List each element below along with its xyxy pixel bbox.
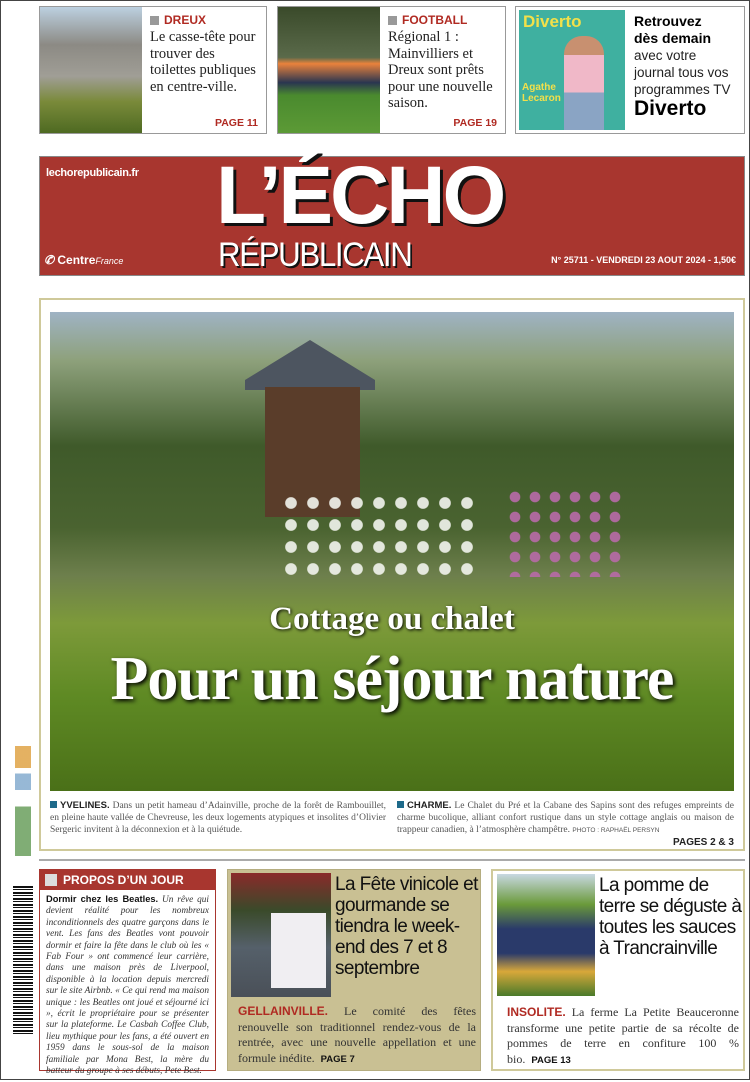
chalet-roof bbox=[245, 340, 375, 390]
section-title: PROPOS D’UN JOUR bbox=[63, 873, 184, 887]
page-ref: PAGE 7 bbox=[320, 1053, 355, 1065]
diverto-logo: Diverto bbox=[634, 97, 707, 120]
story-trancrainville[interactable] bbox=[491, 869, 745, 1071]
lead-headline: Pour un séjour nature bbox=[110, 645, 674, 713]
propos-dun-jour[interactable]: PROPOS D’UN JOUR Dormir chez les Beatles. Un rêve qui devient réalité pour les nombreux inconditionnels des quatre garçons dans le vent. Les fans des Beatles vont pouvoir dormir et faire la fête dans le club où les « Fab Four » ont commencé leur carrière, dans une maison près de Liverpool, disponible à la location depuis mercredi sur le site Airbnb. « Ce qui rend ma maison unique : les Beatles ont joué et séjourné ici », écrit le propriétaire pour se présenter sur la plateforme. Le Casbah Coffee Club, lieu mythique pour les fans, a été ouvert en 1959 dans le sous-sol de la maison familiale par Mona Best, la mère du batteur du groupe à ses débuts, Pete Best. bbox=[39, 869, 216, 1071]
teaser-kicker: FOOTBALL bbox=[388, 13, 497, 27]
lead-caption-1: YVELINES. Dans un petit hameau d’Adainville, proche de la forêt de Rambouillet, en pleine haute vallée de Chevreuse, les deux logements atypiques et insolites d’Olivier Sergeric invitent à la déconnexion et à la quiétude. bbox=[50, 800, 386, 835]
newspaper-title: L’ÉCHO bbox=[216, 150, 504, 241]
teaser-text: Régional 1 : Mainvilliers et Dreux sont prêts pour une nouvelle saison. bbox=[388, 29, 493, 111]
page-ref: PAGES 2 & 3 bbox=[673, 837, 734, 848]
recycle-logos bbox=[15, 746, 31, 856]
page-ref: PAGE 13 bbox=[531, 1054, 571, 1066]
page-ref: PAGE 11 bbox=[215, 117, 258, 129]
lead-subtitle: Cottage ou chalet bbox=[269, 601, 515, 637]
lead-photo bbox=[50, 312, 734, 791]
story-headline: La Fête vinicole et gourmande se tiendra le week-end des 7 et 8 septembre bbox=[335, 874, 478, 979]
story-gellainville[interactable] bbox=[227, 869, 481, 1071]
page-ref: PAGE 19 bbox=[453, 117, 497, 129]
promo-diverto[interactable]: Diverto Agathe Lecaron Retrouvez dès demain avec votre journal tous vos programmes TV Diverto bbox=[515, 6, 745, 134]
teaser-dreux[interactable] bbox=[39, 6, 267, 134]
diverto-cover: Diverto Agathe Lecaron bbox=[519, 10, 625, 130]
story-headline: La pomme de terre se déguste à toutes les sauces à Trancrainville bbox=[599, 875, 742, 959]
teaser-text: Le casse-tête pour trouver des toilettes publiques en centre-ville. bbox=[150, 29, 256, 95]
story-text: INSOLITE. La ferme La Petite Beauceronne transforme une petite partie de sa récolte de pommes de terre en confiture 100 % bio. PAGE 13 bbox=[507, 1005, 739, 1066]
story-photo bbox=[497, 874, 595, 996]
issue-info: N° 25711 - VENDREDI 23 AOUT 2024 - 1,50€ bbox=[551, 255, 736, 265]
newspaper-subtitle: RÉPUBLICAIN bbox=[218, 236, 412, 274]
story-text: GELLAINVILLE. Le comité des fêtes renouvelle son traditionnel rendez-vous de la rentrée, avec une nouvelle appellation et une formule inédite. PAGE 7 bbox=[238, 1004, 476, 1065]
barcode bbox=[13, 886, 33, 1036]
teaser-kicker: DREUX bbox=[150, 13, 258, 27]
masthead bbox=[39, 150, 745, 276]
teaser-photo bbox=[278, 7, 380, 133]
centre-france-logo: ✆ CentreFrance bbox=[44, 253, 124, 267]
teaser-photo bbox=[40, 7, 142, 133]
lead-caption-2: CHARME. Le Chalet du Pré et la Cabane des Sapins sont des refuges empreints de charme bucolique, alliant confort rustique dans un style cottage anglais ou maison de trappeur canadien, à l’atmosphère champêtre. PHOTO : RAPHAËL PERSYN PAGES 2 & 3 bbox=[397, 800, 734, 848]
website-link[interactable]: lechorepublicain.fr bbox=[46, 167, 139, 179]
story-photo bbox=[231, 873, 331, 997]
teaser-football[interactable] bbox=[277, 6, 506, 134]
